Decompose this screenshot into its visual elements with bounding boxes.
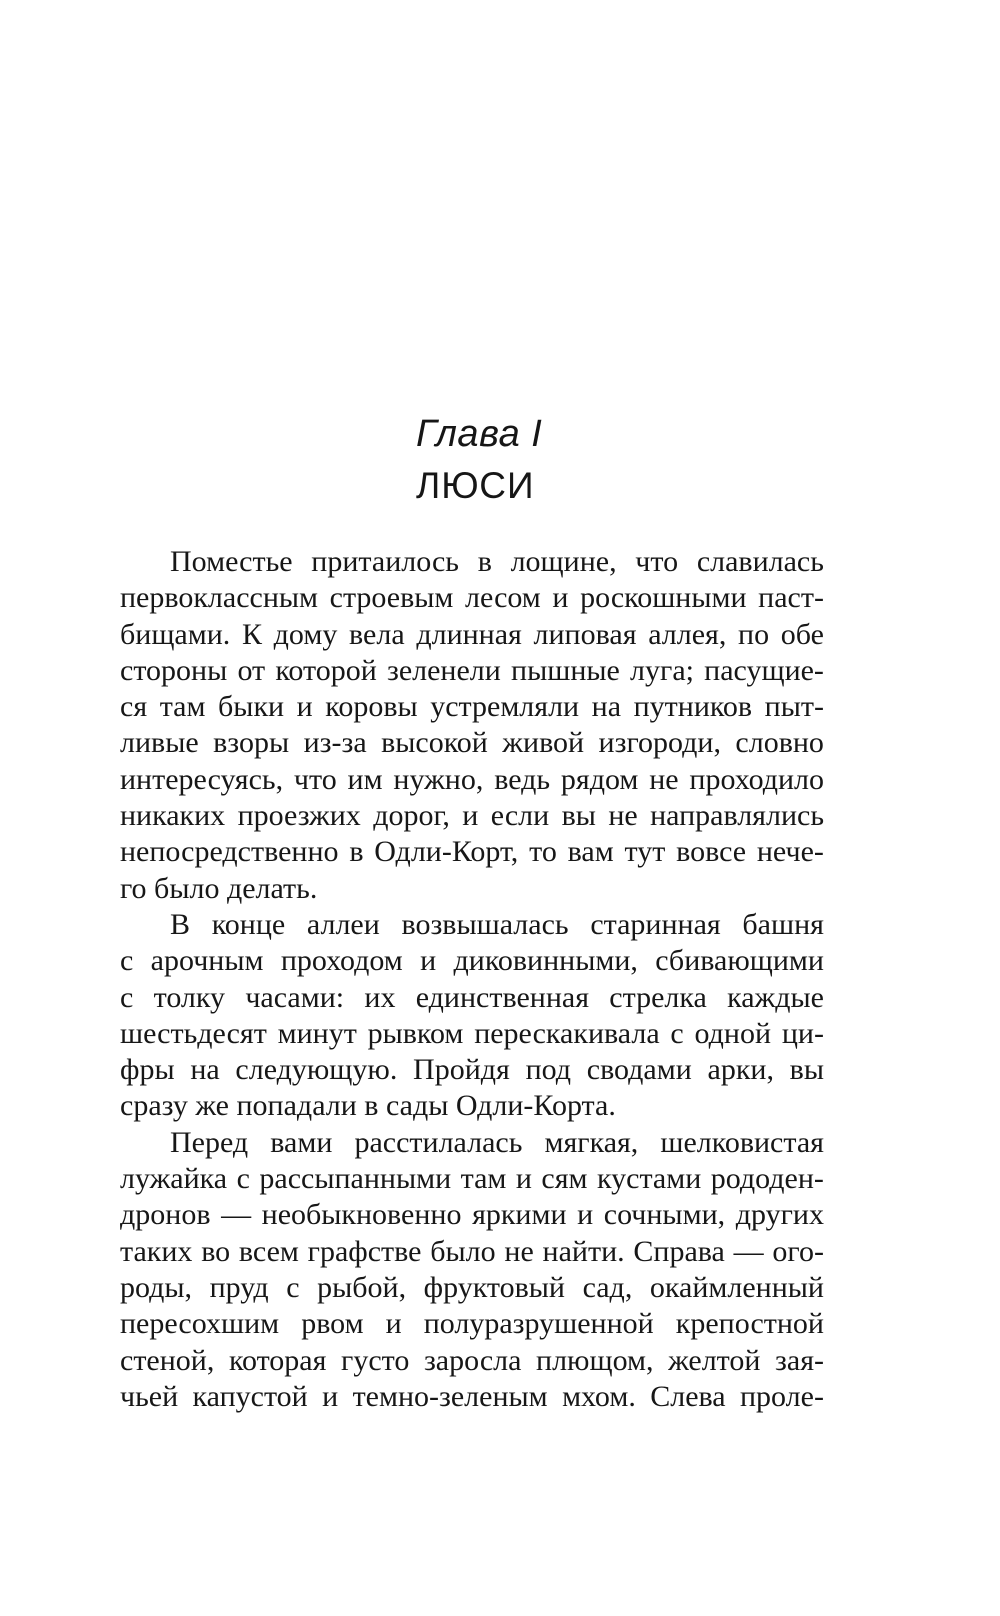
word: окаймленный [649,1270,824,1304]
word: стеной, [120,1343,215,1377]
word: по [738,617,770,651]
text-line [120,798,824,834]
word: ого- [772,1234,824,1268]
word: вовсе [676,835,747,869]
word: путников [633,690,753,724]
word: пышные [511,653,620,687]
text-line [120,1270,824,1306]
word: арки, [707,1053,774,1087]
word: вела [349,617,405,651]
word: густо [341,1343,410,1377]
word: диковинными, [453,944,638,978]
word: рыбой, [317,1270,407,1304]
word: направлялись [650,799,824,833]
word: под [525,1053,572,1087]
word: аллеи [306,907,380,941]
word: арочным [150,944,264,978]
word: желтой [668,1343,761,1377]
word: сбивающими [655,944,824,978]
word: рассыпанными [259,1162,452,1196]
word: таких [120,1234,193,1268]
text-line [120,1161,824,1197]
text-line [120,1016,824,1052]
word: и [296,690,313,724]
word: стороны [120,653,228,687]
text-line [120,689,824,725]
word: фруктовый [423,1270,565,1304]
text-line [120,980,824,1016]
word: которая [228,1343,327,1377]
word: не [504,1234,534,1268]
word: найти. [542,1234,625,1268]
word: фры [120,1053,175,1087]
word: там [159,690,206,724]
text-line [120,762,824,798]
word: проходило [689,762,824,796]
text-line [120,1343,824,1379]
word: вам [567,835,614,869]
word: проезжих [237,799,361,833]
word: чьей [120,1379,179,1413]
word: на [190,1053,220,1087]
word: там [460,1162,507,1196]
word: с [120,944,134,978]
word: Пройдя [413,1053,510,1087]
word: лощине, [510,545,617,578]
word: проле- [740,1379,824,1413]
word: ливые [120,726,199,760]
word: рывком [367,1016,464,1050]
word: из-за [303,726,367,760]
word: в [349,835,364,869]
word: Перед [170,1125,249,1159]
word: с [670,1016,684,1050]
word: паст- [758,581,824,615]
word: стрелка [609,980,707,1014]
word: с [236,1162,250,1196]
chapter-heading [416,412,542,506]
text-line [120,544,824,580]
word: лужайка [120,1162,228,1196]
word: старинная [590,907,721,941]
word: кустами [596,1162,702,1196]
chapter-number-label: Глава I [416,413,543,455]
word: изгороди, [598,726,721,760]
word: строевым [329,581,454,615]
word: было [430,1234,496,1268]
word: расстилалась [354,1125,523,1159]
word: рвом [301,1307,364,1341]
word: им [347,762,383,796]
word: графстве [307,1234,422,1268]
word: — [733,1234,764,1268]
word: всем [238,1234,299,1268]
word: если [490,799,550,833]
text-line [120,1234,824,1270]
text-line [120,580,824,616]
text-line [120,1306,824,1342]
word: коровы [325,690,418,724]
word: вами [270,1125,333,1159]
word: которой [275,653,377,687]
word: и [462,799,479,833]
text-line [120,617,824,653]
word: возвышалась [401,907,569,941]
word: шестьдесят [120,1016,267,1050]
word: сям [541,1162,588,1196]
word: их [364,980,396,1014]
word: необыкновенно [261,1198,462,1232]
word: и [515,1162,532,1196]
word: нече- [756,835,824,869]
word: — [221,1198,252,1232]
word: что [293,762,337,796]
word: мягкая, [544,1125,639,1159]
word: на [591,690,622,724]
word: не [649,762,679,796]
text-line [120,1052,824,1088]
word: одной [694,1016,772,1050]
text-line: го было делать. [120,871,318,905]
word: пыт- [764,690,824,724]
word: длинная [416,617,522,651]
word: пересохшим [120,1307,280,1341]
word: живой [502,726,585,760]
word: дронов [120,1198,211,1232]
word: каждые [727,980,824,1014]
word: единственная [415,980,589,1014]
word: бищами. [120,617,231,651]
word: проходом [280,944,403,978]
word: не [608,799,638,833]
word: ци- [781,1016,824,1050]
word: плющом, [536,1343,654,1377]
word: быки [218,690,285,724]
word: тут [624,835,666,869]
word: рододен- [710,1162,824,1196]
word: лесом [465,581,541,615]
word: высокой [381,726,488,760]
text-line [120,1379,824,1415]
word: пасущие- [704,653,824,687]
word: следующую. [235,1053,398,1087]
word: перескакивала [474,1016,660,1050]
word: и [385,1307,402,1341]
word: дому [273,617,338,651]
word: других [735,1198,824,1232]
word: ведь [494,762,551,796]
word: обе [780,617,824,651]
word: первоклассным [120,581,319,615]
word: конце [211,907,286,941]
word: взоры [213,726,290,760]
word: роскошными [580,581,747,615]
word: толку [153,980,226,1014]
word: Поместье [170,545,293,578]
word: непосредственно [120,835,339,869]
word: минут [277,1016,357,1050]
word: капустой [192,1379,308,1413]
text-line [120,907,824,943]
word: пруд [209,1270,269,1304]
word: и [420,944,437,978]
chapter-title: ЛЮСИ [416,465,535,506]
word: и [577,1198,594,1232]
word: нужно, [393,762,484,796]
word: сочными, [603,1198,726,1232]
text-line [120,943,824,979]
word: что [635,545,679,578]
word: притаилось [311,545,459,578]
text-line [120,1197,824,1233]
word: роды, [120,1270,193,1304]
text-line [120,725,824,761]
word: от [237,653,266,687]
word: полуразрушенной [423,1307,654,1341]
word: яркими [472,1198,567,1232]
word: интересуясь, [120,762,284,796]
word: во [201,1234,231,1268]
word: ся [120,690,148,724]
word: башня [742,907,824,941]
text-line [120,653,824,689]
word: словно [735,726,824,760]
word: крепостной [675,1307,824,1341]
word: шелковистая [660,1125,824,1159]
word: рядом [560,762,639,796]
word: мхом. [562,1379,636,1413]
text-line [120,834,824,870]
word: вы [561,799,596,833]
word: К [241,617,262,651]
word: славилась [696,545,824,578]
word: Слева [650,1379,726,1413]
word: зеленели [386,653,501,687]
word: то [529,835,557,869]
word: с [286,1270,300,1304]
word: часами: [245,980,345,1014]
word: зая- [775,1343,824,1377]
word: и [322,1379,339,1413]
word: вы [789,1053,824,1087]
word: В [170,907,191,941]
word: и [552,581,569,615]
word: в [477,545,492,578]
text-line [120,1125,824,1161]
word: дорог, [373,799,450,833]
word: Справа [633,1234,725,1268]
text-line: сразу же попадали в сады Одли-Корта. [120,1089,616,1123]
word: устремляли [430,690,580,724]
word: сводами [586,1053,692,1087]
word: заросла [423,1343,522,1377]
word: липовая [533,617,637,651]
word: темно-зеленым [352,1379,548,1413]
body-text [120,544,824,1415]
word: луга; [630,653,694,687]
word: никаких [120,799,226,833]
word: Одли-Корт, [374,835,519,869]
word: с [120,980,134,1014]
word: сад, [582,1270,633,1304]
word: аллея, [648,617,727,651]
